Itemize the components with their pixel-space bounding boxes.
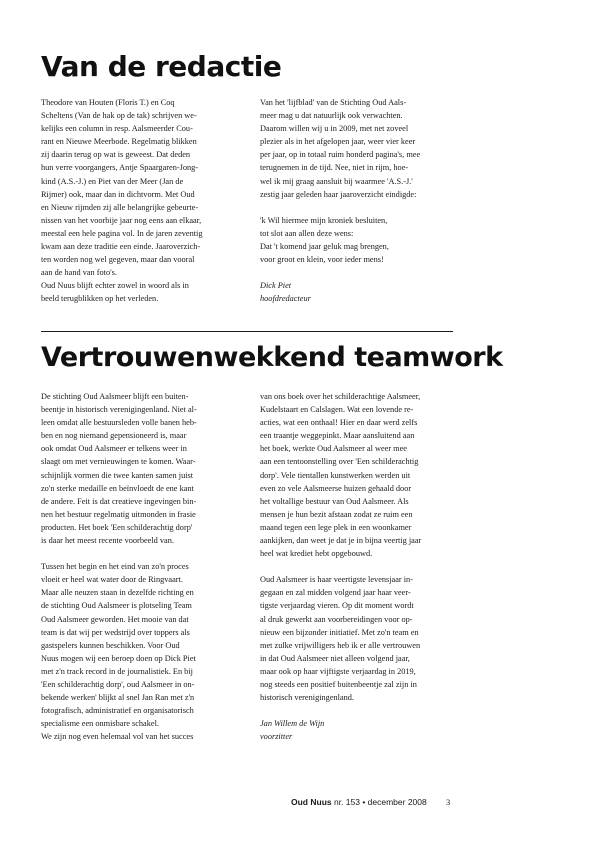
text-line: 'Een schilderachtig dorp', oud Aalsmeer in on- (41, 679, 195, 689)
text-line: bekende werken' blijkt al snel Jan Ran met z'n (41, 693, 195, 703)
text-line: slaagt om met vernieuwingen te komen. Waar- (41, 457, 196, 467)
text-line: nen het bestuur regelmatig uitmonden in frasie (41, 509, 196, 519)
text-line: kind (A.S.-J.) en Piet van der Meer (Jan de (41, 176, 184, 186)
poem-line: 'k Wil hiermee mijn kroniek besluiten, (260, 215, 388, 225)
text-line: De stichting Oud Aalsmeer blijft een buiten- (41, 392, 189, 401)
text-line: het voltallige bestuur van Oud Aalsmeer. Als (260, 496, 409, 506)
text-line: Theodore van Houten (Floris T.) en Coq (41, 98, 175, 107)
section-title-teamwork: Vertrouwenwekkend teamwork (41, 342, 503, 373)
text-line: historisch verenigingenland. (260, 693, 355, 703)
text-line: Van het 'lijfblad' van de Stichting Oud Aals- (260, 98, 407, 107)
text-line: hun verre voorgangers, Antje Spaargaren-Jong- (41, 163, 199, 173)
text-line: met z'n track record in de journalistiek. En bij (41, 666, 193, 676)
footer-issue-info: nr. 153 • december 2008 (331, 797, 427, 807)
text-line: gastspelers kunnen beschikken. Voor Oud (41, 640, 180, 650)
text-line: ten worden nog wel gegeven, maar dan vooral (41, 255, 195, 265)
text-line: Oud Aalsmeer is haar veertigste levensjaar in- (260, 575, 413, 585)
text-line: rant en Nieuwe Meerbode. Regelmatig blikken (41, 137, 197, 147)
text-line: We zijn nog even helemaal vol van het succes (41, 732, 194, 742)
text-line: terugnemen in de tijd. Nee, niet in rijm, hoe- (260, 163, 409, 173)
text-line: zij daarin terug op wat is geweest. Dat deden (41, 150, 191, 160)
text-line: ben en nog niemand gepensioneerd is, maar (41, 431, 187, 441)
text-line: dorp'. Vele tientallen kunstwerken werden uit (260, 470, 411, 480)
text-line: aan de hand van foto's. (41, 268, 117, 278)
text-line: maar ook op haar vijftigste verjaardag in 2019, (260, 666, 416, 676)
text-line: en Nieuw rijmden zij alle belangrijke gebeurte- (41, 202, 199, 212)
text-line: vloeit er heel wat water door de Ringvaart. (41, 575, 183, 585)
text-line: team is dat wij per wedstrijd over toppers als (41, 627, 190, 637)
text-line: beeld terugblikken op het verleden. (41, 294, 159, 304)
text-line: beentje in historisch verenigingenland. Niet al- (41, 405, 197, 415)
text-line: producten. Het boek 'Een schilderachtig dorp' (41, 522, 193, 532)
text-line: kwam aan deze traditie een einde. Jaaroverzich- (41, 242, 201, 252)
text-line: aankijken, dan weet je dat je in bijna veertig jaar (260, 536, 422, 546)
signature-name: Jan Willem de Wijn (260, 719, 325, 729)
redactie-column-left (41, 96, 235, 306)
text-line: wel ik mij graag aansluit bij waarmee 'A.S.-J.' (260, 176, 413, 186)
text-line: Daarom willen wij u in 2009, met net zoveel (260, 124, 409, 134)
text-line: Oud Aalsmeer geworden. Het mooie van dat (41, 614, 189, 624)
signature-name: Dick Piet (260, 281, 292, 291)
text-line: de andere. Feit is dat creatieve ingevingen bin- (41, 496, 197, 506)
signature-role: voorzitter (260, 732, 293, 742)
text-line: Kudelstaart en Calslagen. Wat een lovende re- (260, 405, 414, 415)
text-line: Scheltens (Van de hak op de tak) schrijven we- (41, 111, 197, 121)
teamwork-column-left (41, 390, 235, 743)
text-line: plezier als in het afgelopen jaar, weer vier keer (260, 137, 416, 147)
text-line: gegaan en zal midden volgend jaar haar veer- (260, 588, 411, 598)
text-line: Nuus mogen wij een beroep doen op Dick Piet (41, 653, 196, 663)
text-line: van ons boek over het schilderachtige Aalsmeer, (260, 392, 421, 401)
page-number: 3 (446, 797, 451, 807)
text-line: tigste verjaardag vieren. Op dit moment wordt (260, 601, 414, 611)
text-line: een traantje weggepinkt. Maar aansluitend aan (260, 431, 415, 441)
text-line: Rijmer) ook, maar dan in dichtvorm. Met Oud (41, 189, 195, 199)
footer-brand: Oud Nuus (291, 797, 332, 807)
text-line: met zulke vrijwilligers heb ik er alle vertrouwen (260, 640, 421, 650)
signature-role: hoofdredacteur (260, 294, 311, 304)
text-line: fotografisch, administratief en organisatorisch (41, 706, 194, 716)
text-line: maand tegen een lege plek in een woonkamer (260, 522, 412, 532)
section-divider (41, 331, 453, 332)
text-line: Maar alle neuzen staan in dezelfde richting en (41, 588, 194, 598)
text-line: mensen je hun bezit afstaan zodat ze ruim een (260, 509, 413, 519)
text-line: zo'n sterke medaille en beïnvloedt de ene kant (41, 483, 194, 493)
text-line: in dat Oud Aalsmeer niet alleen volgend jaar, (260, 653, 410, 663)
teamwork-column-right (260, 390, 454, 743)
text-line: schijnlijk vormen die twee kanten samen juist (41, 470, 194, 480)
poem-line: voor groot en klein, voor ieder mens! (260, 255, 384, 265)
text-line: per jaar, op in totaal ruim honderd pagina's, mee (260, 150, 421, 160)
text-line: meestal een hele pagina vol. In de jaren zeventig (41, 228, 203, 238)
redactie-column-right (260, 96, 454, 305)
text-line: de stichting Oud Aalsmeer is plotseling Team (41, 601, 192, 611)
text-line: nog steeds een positief buitenbeentje zal zijn in (260, 679, 417, 689)
text-line: het boek, werkte Oud Aalsmeer al weer mee (260, 444, 407, 454)
text-line: heel wat krediet hebt opgebouwd. (260, 549, 373, 559)
section-title-redactie: Van de redactie (41, 50, 282, 83)
text-line: nieuw een bijzonder initiatief. Met zo'n team en (260, 627, 419, 637)
footer-issue (291, 797, 427, 807)
poem-line: Dat 't komend jaar geluk mag brengen, (260, 241, 389, 251)
text-line: is daar het meest recente voorbeeld van. (41, 536, 174, 546)
text-line: aan een tentoonstelling over 'Een schilderachtig (260, 457, 419, 467)
text-line: Tussen het begin en het eind van zo'n proces (41, 562, 189, 572)
text-line: al druk gewerkt aan voorbereidingen voor op- (260, 614, 413, 624)
text-line: ook omdat Oud Aalsmeer er telkens weer in (41, 444, 187, 454)
text-line: even zo vele Aalsmeerse huizen gehaald door (260, 483, 412, 493)
poem-line: tot slot aan allen deze wens: (260, 228, 354, 238)
text-line: leen omdat alle bestuursleden volle banen heb- (41, 418, 197, 428)
text-line: meer mag u dat natuurlijk ook verwachten. (260, 111, 403, 121)
text-line: nissen van het voorbije jaar nog eens aan elkaar, (41, 215, 202, 225)
text-line: Oud Nuus blijft echter zowel in woord als in (41, 281, 189, 291)
text-line: zestig jaar geleden haar jaaroverzicht eindigde: (260, 189, 417, 199)
text-line: specialisme een onmisbare schakel. (41, 719, 159, 729)
text-line: kelijks een column in resp. Aalsmeerder Cou- (41, 124, 193, 134)
text-line: acties, wat een onthaal! Hier en daar werd zelfs (260, 418, 418, 428)
